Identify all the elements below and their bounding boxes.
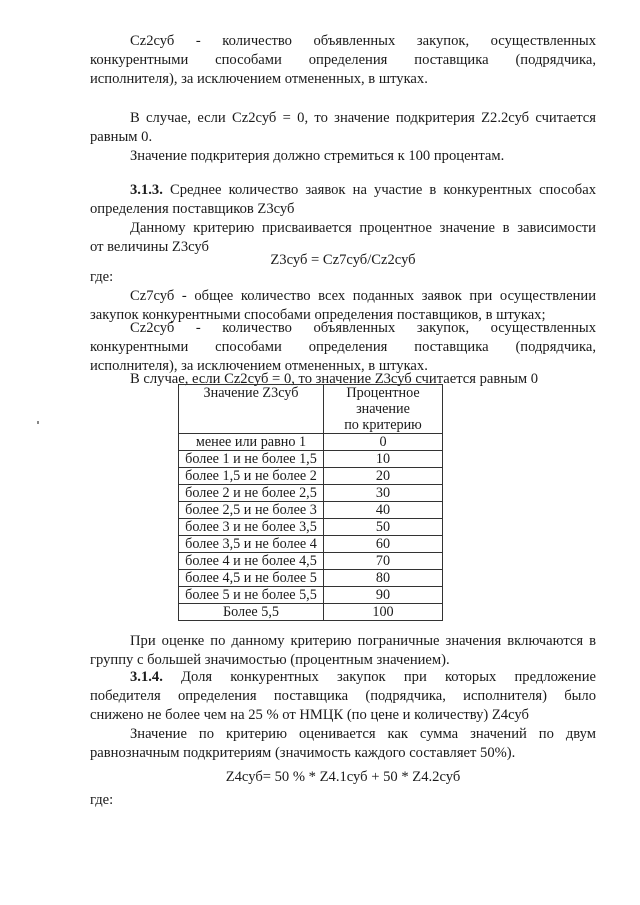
text-line: равнозначным подкритериям (значимость каждого составляет 50%). [90,745,516,761]
text-line: исполнителя), за исключением отмененных, в штуках. [90,71,428,87]
section-3-1-4-heading [90,668,596,725]
formula-text: Z3суб = Cz7суб/Cz2суб [270,252,416,268]
percent-cell: 60 [324,536,443,553]
text-line: Значение подкритерия должно стремиться к 100 процентам. [130,148,505,164]
text-line: При оценке по данному критерию пограничные значения включаются в [130,633,596,649]
percent-cell: 30 [324,485,443,502]
range-cell: Более 5,5 [179,604,324,621]
text-line: определения поставщиков Z3суб [90,201,295,217]
text-line: Cz2суб - количество объявленных закупок, осуществленных [130,33,596,49]
header-line: по критерию [344,417,422,433]
table-row [179,536,443,553]
table-row [179,570,443,587]
range-cell: более 3 и не более 3,5 [179,519,324,536]
section-title: Доля конкурентных закупок при которых предложение [162,669,596,685]
text-line: группу с большей значимостью (процентным значением). [90,652,450,668]
text-line: от величины Z3суб [90,239,209,255]
table-row [179,502,443,519]
table-header-row [179,385,443,434]
evaluation-paragraph [90,725,596,763]
where-label-2 [90,791,596,810]
text-line: где: [90,269,114,285]
where-label [90,268,596,287]
cz2-definition [90,319,596,376]
formula-z4 [90,768,596,787]
text-line: В случае, если Cz2суб = 0, то значение подкритерия Z2.2суб считается [130,110,596,126]
table-row [179,587,443,604]
percent-cell: 90 [324,587,443,604]
percent-cell: 70 [324,553,443,570]
section-number: 3.1.3. [130,182,163,198]
column-header-percent [324,385,443,434]
heading-line [90,181,596,200]
heading-line [90,668,596,687]
percent-cell: 10 [324,451,443,468]
text-line: Cz7суб - общее количество всех поданных заявок при осуществлении [130,288,596,304]
text-line: закупок конкурентными способами определения поставщиков, в штуках; [90,307,546,323]
section-number: 3.1.4. [130,669,163,685]
table-row [179,553,443,570]
scan-speck [37,421,39,424]
table-row [179,451,443,468]
text-line: где: [90,792,114,808]
range-cell: более 4 и не более 4,5 [179,553,324,570]
range-cell: более 1,5 и не более 2 [179,468,324,485]
range-cell: более 2 и не более 2,5 [179,485,324,502]
table-row [179,485,443,502]
table-row [179,604,443,621]
range-cell: более 1 и не более 1,5 [179,451,324,468]
percent-cell: 20 [324,468,443,485]
section-title: Среднее количество заявок на участие в конкурентных способах [162,182,596,198]
text-line: конкурентными способами определения поставщика (подрядчика, [90,52,596,68]
range-cell: более 4,5 и не более 5 [179,570,324,587]
criteria-table [178,384,443,621]
table-row [179,519,443,536]
text-line: снижено не более чем на 25 % от НМЦК (по цене и количеству) Z4суб [90,707,529,723]
header-line: Процентное значение [346,385,420,417]
table-row [179,434,443,451]
text-line: исполнителя), за исключением отмененных, в штуках. [90,358,428,374]
range-cell: более 3,5 и не более 4 [179,536,324,553]
range-cell: более 5 и не более 5,5 [179,587,324,604]
percent-cell: 50 [324,519,443,536]
percent-cell: 0 [324,434,443,451]
text-line: В случае, если Cz2суб = 0, то значение Z3суб считается равным 0 [130,371,539,387]
tendency-paragraph [90,147,596,166]
formula-text: Z4суб= 50 % * Z4.1суб + 50 * Z4.2суб [225,769,461,785]
percent-cell: 40 [324,502,443,519]
text-line: конкурентными способами определения поставщика (подрядчика, [90,339,596,355]
text-line: Значение по критерию оценивается как сумма значений по двум [130,726,596,742]
table-row [179,468,443,485]
cz2-definition-top [90,32,596,89]
percent-cell: 100 [324,604,443,621]
section-3-1-3-heading [90,181,596,219]
text-line: Cz2суб - количество объявленных закупок, осуществленных [130,320,596,336]
column-header-value: Значение Z3суб [179,385,324,434]
zero-case-paragraph [90,109,596,147]
range-cell: более 2,5 и не более 3 [179,502,324,519]
percent-cell: 80 [324,570,443,587]
text-line: победителя определения поставщика (подрядчика, исполнителя) было [90,688,596,704]
range-cell: менее или равно 1 [179,434,324,451]
text-line: равным 0. [90,129,153,145]
boundary-paragraph [90,632,596,670]
text-line: Данному критерию присваивается процентное значение в зависимости [130,220,596,236]
